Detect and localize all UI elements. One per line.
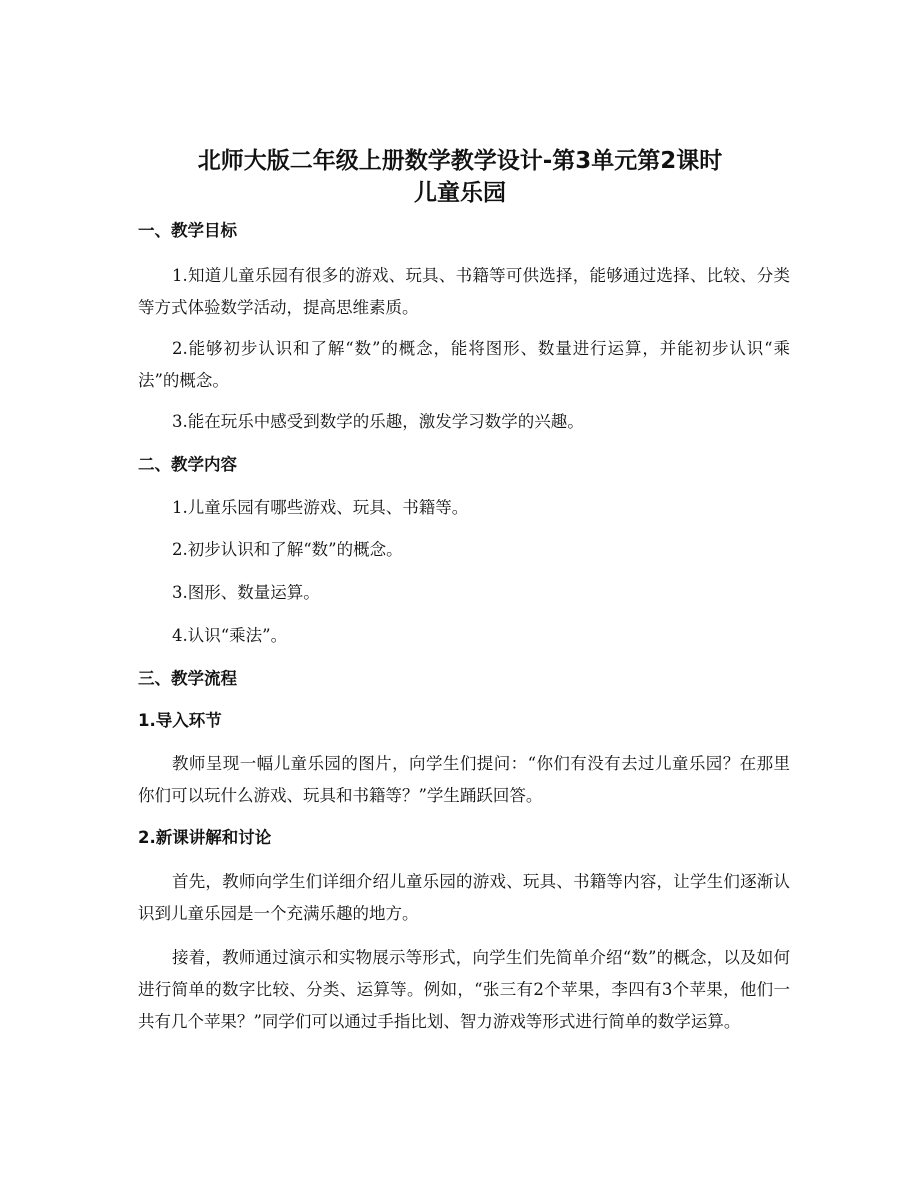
content-item-2: 2.初步认识和了解“数”的概念。 [172,540,403,559]
section-heading-process: 三、教学流程 [138,669,237,688]
content-item-1: 1.儿童乐园有哪些游戏、玩具、书籍等。 [172,498,469,517]
subheading-intro: 1.导入环节 [138,711,222,730]
content-item-4: 4.认识“乘法”。 [172,626,288,645]
paragraph-intro: 教师呈现一幅儿童乐园的图片，向学生们提问：“你们有没有去过儿童乐园？在那里你们可以玩什么游戏、玩具和书籍等？”学生踊跃回答。 [138,754,790,805]
goal-item-2: 2.能够初步认识和了解“数”的概念，能将图形、数量进行运算，并能初步认识“乘法”的概念。 [138,339,790,390]
goal-item-3: 3.能在玩乐中感受到数学的乐趣，激发学习数学的兴趣。 [172,412,584,431]
content-item-3: 3.图形、数量运算。 [172,583,320,602]
subheading-new-lesson: 2.新课讲解和讨论 [138,828,272,847]
goal-item-1: 1.知道儿童乐园有很多的游戏、玩具、书籍等可供选择，能够通过选择、比较、分类等方式体验数学活动，提高思维素质。 [138,266,790,317]
document-title-line2: 儿童乐园 [414,180,506,206]
paragraph-lesson-1: 首先，教师向学生们详细介绍儿童乐园的游戏、玩具、书籍等内容，让学生们逐渐认识到儿童乐园是一个充满乐趣的地方。 [138,872,790,923]
document-title-line1: 北师大版二年级上册数学教学设计-第3单元第2课时 [197,148,723,174]
section-heading-goals: 一、教学目标 [138,221,237,240]
paragraph-lesson-2: 接着，教师通过演示和实物展示等形式，向学生们先简单介绍“数”的概念，以及如何进行简单的数字比较、分类、运算等。例如，“张三有2个苹果，李四有3个苹果，他们一共有几个苹果？”同学们可以通过手指比划、智力游戏等形式进行简单的数学运算。 [138,948,790,1031]
section-heading-content: 二、教学内容 [138,455,237,474]
